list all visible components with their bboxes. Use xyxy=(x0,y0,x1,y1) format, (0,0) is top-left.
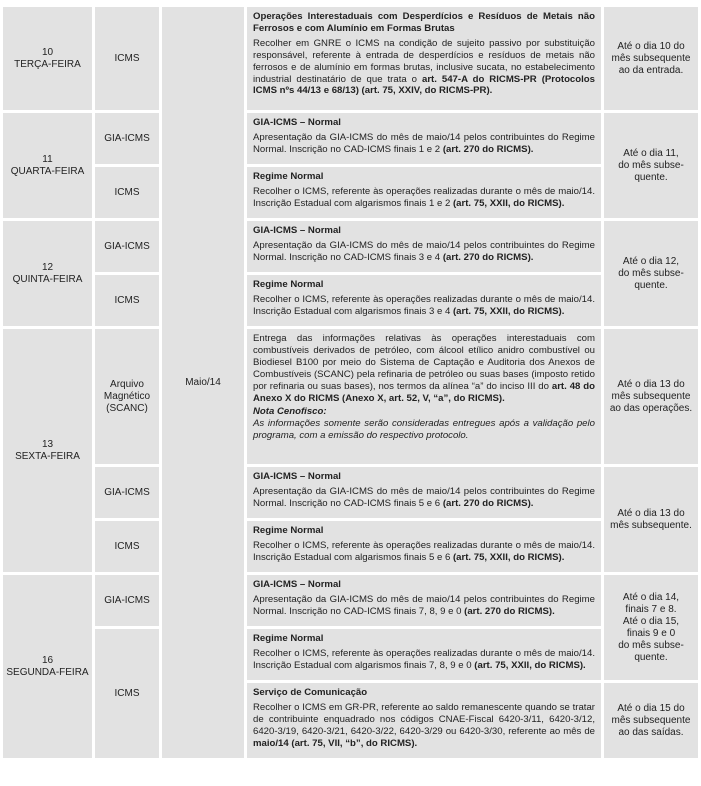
tax-cell: GIA-ICMS xyxy=(95,467,159,518)
tax-cell: ICMS xyxy=(95,7,159,110)
table-row xyxy=(3,167,698,218)
tax-cell: ICMS xyxy=(95,167,159,218)
day-cell xyxy=(3,7,92,110)
legal-reference: (art. 270 do RICMS). xyxy=(442,143,534,155)
obligation-text: Apresentação da GIA-ICMS do mês de maio/14 pelos contribuintes do Regime Normal. Inscrição no CAD-ICMS finais 1 e 2 (art. 270 do RICMS). xyxy=(253,131,595,155)
obligation-title: GIA-ICMS – Normal xyxy=(253,117,341,128)
legal-reference: art. 48 do Anexo X do RICMS (Anexo X, art. 52, V, “a”, do RICMS). xyxy=(253,380,595,404)
table-row xyxy=(3,629,698,680)
due-date-cell: Até o dia 13 do mês subsequente ao das operações. xyxy=(604,329,698,464)
obligation-title: GIA-ICMS – Normal xyxy=(253,225,341,236)
obligation-description xyxy=(247,275,601,326)
obligation-text: Recolher o ICMS, referente às operações realizadas durante o mês de maio/14. Inscrição Estadual com algarismos finais 5 e 6 (art. 75, XXII, do RICMS). xyxy=(253,539,595,563)
legal-reference: (art. 75, XXII, do RICMS). xyxy=(452,305,565,317)
obligation-description xyxy=(247,329,601,464)
day-number: 16 xyxy=(41,654,54,666)
legal-reference: (art. 270 do RICMS). xyxy=(442,251,534,263)
weekday-name: TERÇA-FEIRA xyxy=(14,58,81,70)
obligation-text: Recolher o ICMS, referente às operações realizadas durante o mês de maio/14. Inscrição Estadual com algarismos finais 1 e 2 (art. 75, XXII, do RICMS). xyxy=(253,185,595,209)
table-row xyxy=(3,7,698,110)
table-row xyxy=(3,329,698,464)
tax-cell: ICMS xyxy=(95,629,159,758)
obligation-description xyxy=(247,113,601,164)
obligation-description xyxy=(247,521,601,572)
day-number: 11 xyxy=(42,153,53,165)
due-date-cell: Até o dia 12, do mês subse- quente. xyxy=(604,221,698,326)
due-date-cell: Até o dia 14, finais 7 e 8. Até o dia 15, finais 9 e 0 do mês subse- quente. xyxy=(604,575,698,680)
due-date-cell: Até o dia 15 do mês subsequente ao das saídas. xyxy=(604,683,698,758)
legal-reference: (art. 270 do RICMS). xyxy=(464,605,555,617)
tax-cell: GIA-ICMS xyxy=(95,221,159,272)
due-date-cell: Até o dia 13 do mês subsequente. xyxy=(604,467,698,572)
obligation-title: Serviço de Comunicação xyxy=(253,687,368,698)
table-row xyxy=(3,575,698,626)
tax-cell: Arquivo Magnético (SCANC) xyxy=(95,329,159,464)
legal-reference: (art. 270 do RICMS). xyxy=(442,497,534,509)
tax-cell: ICMS xyxy=(95,521,159,572)
obligation-text: Apresentação da GIA-ICMS do mês de maio/14 pelos contribuintes do Regime Normal. Inscrição no CAD-ICMS finais 5 e 6 (art. 270 do RICMS). xyxy=(253,485,595,509)
obligation-title: GIA-ICMS – Normal xyxy=(253,471,341,482)
weekday-name: QUARTA-FEIRA xyxy=(10,165,85,177)
weekday-name: QUINTA-FEIRA xyxy=(12,273,83,285)
table-row xyxy=(3,521,698,572)
obligation-description xyxy=(247,167,601,218)
obligation-title: Regime Normal xyxy=(253,279,324,290)
weekday-name: SEXTA-FEIRA xyxy=(15,450,80,462)
obligation-text: Recolher o ICMS em GR-PR, referente ao saldo remanescente quando se tratar de contribuinte enquadrado nos códigos CNAE-Fiscal 6420-3/11, 6420-3/12, 6420-3/19, 6420-3/21, 6420-3/22, 6420-3/29 ou 6420-3/30, referente ao mês de maio/14 (art. 75, VII, “b”, do RICMS). xyxy=(253,701,595,749)
obligation-title: Regime Normal xyxy=(253,633,324,644)
weekday-name: SEGUNDA-FEIRA xyxy=(6,666,89,678)
obligation-text: Recolher o ICMS, referente às operações realizadas durante o mês de maio/14. Inscrição Estadual com algarismos finais 7, 8, 9 e 0 (art. 75, XXII, do RICMS). xyxy=(253,647,595,671)
legal-reference: art. 547-A do RICMS-PR (Protocolos ICMS nºs 44/13 e 68/13) (art. 75, XXIV, do RICMS-PR). xyxy=(253,73,595,97)
obligation-description xyxy=(247,683,601,758)
table-row xyxy=(3,275,698,326)
legal-reference: (art. 75, XXII, do RICMS). xyxy=(474,659,586,671)
obligation-description xyxy=(247,467,601,518)
obligation-description xyxy=(247,575,601,626)
table-row xyxy=(3,467,698,518)
table-row xyxy=(3,221,698,272)
legal-reference: maio/14 (art. 75, VII, “b”, do RICMS). xyxy=(253,737,418,749)
legal-reference: (art. 75, XXII, do RICMS). xyxy=(452,197,565,209)
note-title: Nota Cenofisco: xyxy=(253,406,327,418)
obligation-title: Regime Normal xyxy=(253,171,324,182)
obligation-description xyxy=(247,629,601,680)
table-row xyxy=(3,113,698,164)
legal-reference: (art. 75, XXII, do RICMS). xyxy=(452,551,565,563)
due-date-cell: Até o dia 10 do mês subsequente ao da entrada. xyxy=(604,7,698,110)
day-cell xyxy=(3,113,92,218)
obligation-title: Regime Normal xyxy=(253,525,324,536)
day-cell xyxy=(3,221,92,326)
tax-cell: ICMS xyxy=(95,275,159,326)
tax-calendar-table xyxy=(0,4,701,761)
obligation-title: Operações Interestaduais com Desperdícios e Resíduos de Metais não Ferrosos e com Alumínio em Formas Brutas xyxy=(253,11,595,34)
obligation-text: Apresentação da GIA-ICMS do mês de maio/14 pelos contribuintes do Regime Normal. Inscrição no CAD-ICMS finais 3 e 4 (art. 270 do RICMS). xyxy=(253,239,595,263)
day-number: 10 xyxy=(41,46,54,58)
day-number: 12 xyxy=(41,261,54,273)
reference-period-cell: Maio/14 xyxy=(162,7,244,758)
tax-cell: GIA-ICMS xyxy=(95,113,159,164)
note-text: As informações somente serão consideradas entregues após a validação pelo programa, com a emissão do respectivo protocolo. xyxy=(253,418,595,442)
obligation-description xyxy=(247,221,601,272)
day-cell xyxy=(3,575,92,758)
obligation-text: Recolher em GNRE o ICMS na condição de sujeito passivo por substituição responsável, referente à entrada de desperdícios e resíduos de metais não ferrosos e de alumínio em formas brutas, inclusive sucata, no estabelecimento industrial destinatário de que trata o art. 547-A do RICMS-PR (Protocolos ICMS nºs 44/13 e 68/13) (art. 75, XXIV, do RICMS-PR). xyxy=(253,37,595,97)
obligation-text: Recolher o ICMS, referente às operações realizadas durante o mês de maio/14. Inscrição Estadual com algarismos finais 3 e 4 (art. 75, XXII, do RICMS). xyxy=(253,293,595,317)
obligation-title: GIA-ICMS – Normal xyxy=(253,579,341,590)
obligation-text: Entrega das informações relativas às operações interestaduais com combustíveis derivados de petróleo, com álcool etílico anidro combustível ou Biodiesel B100 por meio do Sistema de Captação e Auditoria dos Anexos de Combustíveis (SCANC) pela refinaria de petróleo ou suas bases (imposto retido por refinaria ou suas bases), nos termos da alínea “a” do inciso III do art. 48 do Anexo X do RICMS (Anexo X, art. 52, V, “a”, do RICMS). xyxy=(253,333,595,404)
due-date-cell: Até o dia 11, do mês subse- quente. xyxy=(604,113,698,218)
obligation-description xyxy=(247,7,601,110)
day-number: 13 xyxy=(41,438,54,450)
obligation-text: Apresentação da GIA-ICMS do mês de maio/14 pelos contribuintes do Regime Normal. Inscrição no CAD-ICMS finais 7, 8, 9 e 0 (art. 270 do RICMS). xyxy=(253,593,595,617)
day-cell xyxy=(3,329,92,572)
tax-cell: GIA-ICMS xyxy=(95,575,159,626)
